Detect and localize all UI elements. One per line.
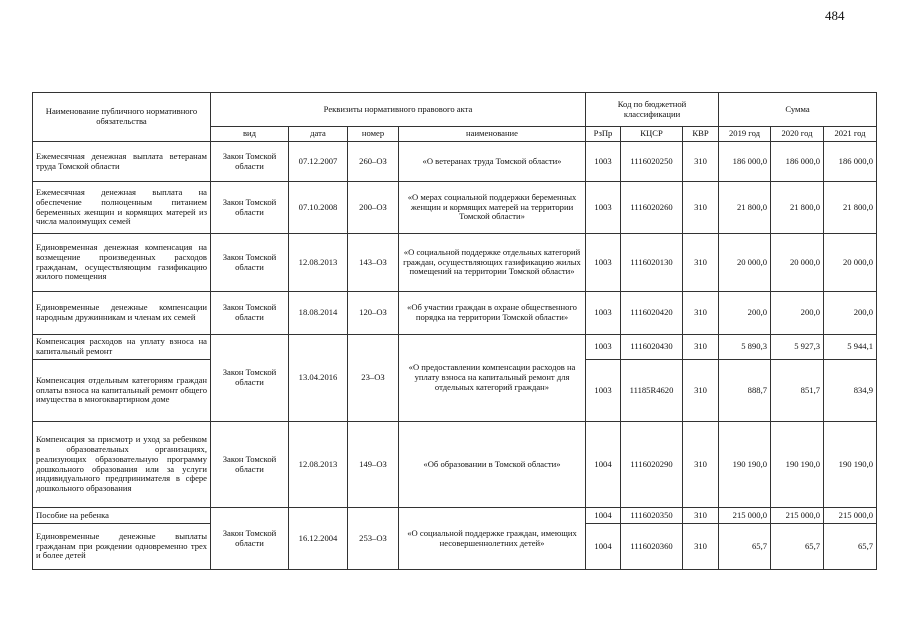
act-number: 200–ОЗ <box>348 182 399 234</box>
sum-2021: 20 000,0 <box>824 234 877 292</box>
sum-2020: 190 190,0 <box>771 422 824 508</box>
sum-2021: 190 190,0 <box>824 422 877 508</box>
kcsr: 1116020360 <box>621 524 683 570</box>
sum-2021: 21 800,0 <box>824 182 877 234</box>
kvr: 310 <box>683 335 719 360</box>
kcsr: 1116020290 <box>621 422 683 508</box>
act-date: 07.12.2007 <box>289 142 348 182</box>
header-requisites: Реквизиты нормативного правового акта <box>211 93 586 127</box>
kcsr: 1116020130 <box>621 234 683 292</box>
obligations-table <box>32 92 877 570</box>
act-type: Закон Томской области <box>211 422 289 508</box>
sum-2019: 65,7 <box>719 524 771 570</box>
rzpr: 1003 <box>586 182 621 234</box>
sum-2020: 200,0 <box>771 292 824 335</box>
sum-2019: 215 000,0 <box>719 508 771 524</box>
table-row <box>33 508 877 524</box>
row-name: Единовременная денежная компенсация на возмещение произведенных расходов гражданам, осуществляющим газификацию жилого помещения <box>33 234 211 292</box>
sum-2020: 851,7 <box>771 360 824 422</box>
kvr: 310 <box>683 142 719 182</box>
kvr: 310 <box>683 360 719 422</box>
kcsr: 1116020250 <box>621 142 683 182</box>
kcsr: 1116020420 <box>621 292 683 335</box>
row-name: Ежемесячная денежная выплата ветеранам труда Томской области <box>33 142 211 182</box>
act-number: 260–ОЗ <box>348 142 399 182</box>
act-name: «О социальной поддержке отдельных категорий граждан, осуществляющих газификацию жилых помещений на территории Томской области» <box>399 234 586 292</box>
act-name: «Об образовании в Томской области» <box>399 422 586 508</box>
header-kcsr: КЦСР <box>621 127 683 142</box>
act-type: Закон Томской области <box>211 142 289 182</box>
rzpr: 1004 <box>586 422 621 508</box>
act-type: Закон Томской области <box>211 508 289 570</box>
row-name: Единовременные денежные компенсации народным дружинникам и членам их семей <box>33 292 211 335</box>
act-date: 07.10.2008 <box>289 182 348 234</box>
kcsr: 1116020430 <box>621 335 683 360</box>
header-code: Код по бюджетной классификации <box>586 93 719 127</box>
act-name: «О социальной поддержке граждан, имеющих несовершеннолетних детей» <box>399 508 586 570</box>
kvr: 310 <box>683 422 719 508</box>
kcsr: 1116020260 <box>621 182 683 234</box>
rzpr: 1003 <box>586 234 621 292</box>
row-name: Пособие на ребенка <box>33 508 211 524</box>
act-name: «Об участии граждан в охране общественного порядка на территории Томской области» <box>399 292 586 335</box>
table-row <box>33 142 877 182</box>
header-kvr: КВР <box>683 127 719 142</box>
sum-2020: 65,7 <box>771 524 824 570</box>
header-vid: вид <box>211 127 289 142</box>
rzpr: 1003 <box>586 292 621 335</box>
table-row <box>33 182 877 234</box>
header-number: номер <box>348 127 399 142</box>
row-name: Ежемесячная денежная выплата на обеспечение полноценным питанием беременных женщин и кормящих матерей из числа малоимущих семей <box>33 182 211 234</box>
kvr: 310 <box>683 234 719 292</box>
header-2019: 2019 год <box>719 127 771 142</box>
rzpr: 1004 <box>586 508 621 524</box>
act-number: 143–ОЗ <box>348 234 399 292</box>
table-row <box>33 234 877 292</box>
act-name: «О ветеранах труда Томской области» <box>399 142 586 182</box>
act-date: 16.12.2004 <box>289 508 348 570</box>
header-rzpr: РзПр <box>586 127 621 142</box>
act-date: 18.08.2014 <box>289 292 348 335</box>
header-date: дата <box>289 127 348 142</box>
sum-2020: 20 000,0 <box>771 234 824 292</box>
sum-2019: 5 890,3 <box>719 335 771 360</box>
row-name: Компенсация отдельным категориям граждан оплаты взноса на капитальный ремонт общего имущества в многоквартирном доме <box>33 360 211 422</box>
act-number: 120–ОЗ <box>348 292 399 335</box>
sum-2020: 21 800,0 <box>771 182 824 234</box>
kvr: 310 <box>683 292 719 335</box>
header-2020: 2020 год <box>771 127 824 142</box>
table-row <box>33 335 877 360</box>
sum-2020: 5 927,3 <box>771 335 824 360</box>
sum-2021: 200,0 <box>824 292 877 335</box>
act-date: 13.04.2016 <box>289 335 348 422</box>
sum-2019: 20 000,0 <box>719 234 771 292</box>
sum-2019: 200,0 <box>719 292 771 335</box>
act-type: Закон Томской области <box>211 292 289 335</box>
act-type: Закон Томской области <box>211 234 289 292</box>
act-type: Закон Томской области <box>211 182 289 234</box>
rzpr: 1004 <box>586 524 621 570</box>
kcsr: 11185R4620 <box>621 360 683 422</box>
kvr: 310 <box>683 182 719 234</box>
rzpr: 1003 <box>586 142 621 182</box>
act-name: «О предоставлении компенсации расходов на уплату взноса на капитальный ремонт для отдельных категорий граждан» <box>399 335 586 422</box>
row-name: Компенсация за присмотр и уход за ребенком в образовательных организациях, реализующих образовательную программу дошкольного образования или за услуги индивидуального предпринимателя в сфере дошкольного образования <box>33 422 211 508</box>
act-name: «О мерах социальной поддержки беременных женщин и кормящих матерей на территории Томской области» <box>399 182 586 234</box>
sum-2019: 21 800,0 <box>719 182 771 234</box>
page-number: 484 <box>825 8 845 23</box>
row-name: Единовременные денежные выплаты гражданам при рождении одновременно трех и более детей <box>33 524 211 570</box>
table-row <box>33 292 877 335</box>
header-act-name: наименование <box>399 127 586 142</box>
sum-2019: 186 000,0 <box>719 142 771 182</box>
sum-2020: 215 000,0 <box>771 508 824 524</box>
act-number: 149–ОЗ <box>348 422 399 508</box>
sum-2021: 834,9 <box>824 360 877 422</box>
act-date: 12.08.2013 <box>289 422 348 508</box>
kcsr: 1116020350 <box>621 508 683 524</box>
header-sum: Сумма <box>719 93 877 127</box>
row-name: Компенсация расходов на уплату взноса на капитальный ремонт <box>33 335 211 360</box>
sum-2019: 888,7 <box>719 360 771 422</box>
sum-2021: 215 000,0 <box>824 508 877 524</box>
sum-2019: 190 190,0 <box>719 422 771 508</box>
sum-2020: 186 000,0 <box>771 142 824 182</box>
table-row <box>33 422 877 508</box>
sum-2021: 5 944,1 <box>824 335 877 360</box>
header-2021: 2021 год <box>824 127 877 142</box>
rzpr: 1003 <box>586 360 621 422</box>
act-number: 253–ОЗ <box>348 508 399 570</box>
act-date: 12.08.2013 <box>289 234 348 292</box>
header-name: Наименование публичного нормативного обязательства <box>33 93 211 142</box>
rzpr: 1003 <box>586 335 621 360</box>
act-type: Закон Томской области <box>211 335 289 422</box>
kvr: 310 <box>683 508 719 524</box>
kvr: 310 <box>683 524 719 570</box>
act-number: 23–ОЗ <box>348 335 399 422</box>
sum-2021: 65,7 <box>824 524 877 570</box>
sum-2021: 186 000,0 <box>824 142 877 182</box>
